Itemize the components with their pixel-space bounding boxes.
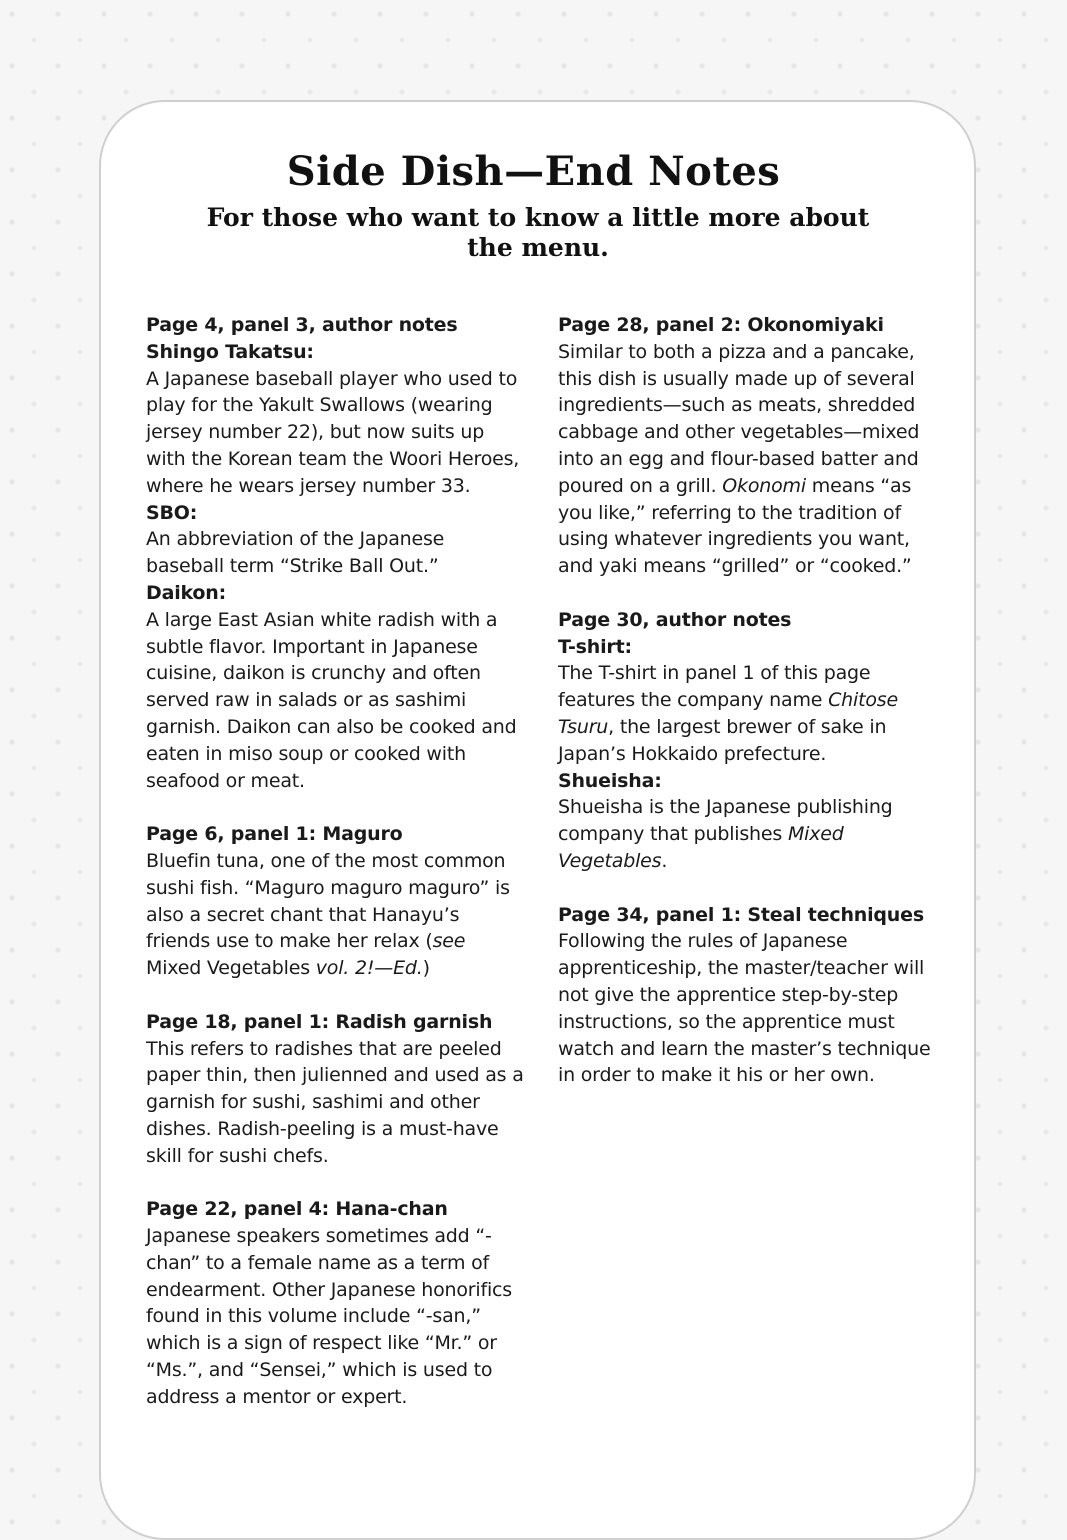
note-section <box>558 607 938 875</box>
section-heading: Page 30, author notes <box>558 608 792 631</box>
note-text <box>558 794 938 874</box>
note-text: Japanese speakers sometimes add “-chan” to a female name as a term of endearment. Other Japanese honorifics found in this volume include “-san,” which is a sign of respect like “Mr.” or “Ms.”, and “Sensei,” which is used to address a mentor or expert. <box>146 1225 513 1408</box>
note-text-part: Shueisha is the Japanese publishing company that publishes <box>558 796 893 846</box>
note-section <box>558 902 938 1090</box>
note-text: This refers to radishes that are peeled paper thin, then julienned and used as a garnish for sushi, sashimi and other dishes. Radish-peeling is a must-have skill for sushi chefs. <box>146 1037 524 1167</box>
italic-text: vol. 2!—Ed. <box>315 957 423 980</box>
note-text-part: Bluefin tuna, one of the most common sushi fish. “Maguro maguro maguro” is also a secret chant that Hanayu’s friends use to make her relax ( <box>146 849 510 953</box>
note-text-part: Mixed Vegetables <box>146 957 316 980</box>
italic-text: see <box>432 930 466 953</box>
right-column <box>558 312 938 1116</box>
italic-text: Mixed Vegetables <box>558 823 844 872</box>
section-heading: Page 22, panel 4: Hana-chan <box>146 1198 448 1221</box>
note-text-part: ) <box>422 957 430 980</box>
left-column <box>146 312 526 1437</box>
note-text <box>558 660 938 767</box>
note-text: A Japanese baseball player who used to play for the Yakult Swallows (wearing jersey number 22), but now suits up with the Korean team the Woori Heroes, where he wears jersey number 33. <box>146 367 520 497</box>
note-section <box>146 821 526 982</box>
italic-text: Okonomi <box>722 474 806 497</box>
term-heading: Daikon: <box>146 581 227 604</box>
note-text <box>146 848 526 982</box>
note-section <box>146 312 526 794</box>
note-text-part: Similar to both a pizza and a pancake, this dish is usually made up of several ingredients—such as meats, shredded cabbage and other vegetables—mixed into an egg and flour-based batter and poured on a grill. <box>558 340 920 497</box>
note-text-part: The T-shirt in panel 1 of this page features the company name <box>558 662 871 712</box>
term-heading: Shueisha: <box>558 769 662 792</box>
note-text-part: means “as you like,” referring to the tradition of using whatever ingredients you want, and yaki means “grilled” or “cooked.” <box>558 474 912 578</box>
page-title: Side Dish—End Notes <box>286 148 781 195</box>
section-heading: Page 6, panel 1: Maguro <box>146 823 403 846</box>
italic-text: Chitose Tsuru <box>558 689 898 738</box>
note-text: Following the rules of Japanese apprenticeship, the master/teacher will not give the apprentice step-by-step instructions, so the apprentice must watch and learn the master’s technique in order to make it his or her own. <box>558 930 931 1087</box>
note-section <box>146 1009 526 1170</box>
term-heading: SBO: <box>146 501 198 524</box>
note-section <box>146 1196 526 1410</box>
section-heading: Page 4, panel 3, author notes <box>146 314 458 336</box>
term-heading: T-shirt: <box>558 635 632 658</box>
section-heading: Page 34, panel 1: Steal techniques <box>558 903 924 926</box>
note-text: A large East Asian white radish with a subtle flavor. Important in Japanese cuisine, daikon is crunchy and often served raw in salads or as sashimi garnish. Daikon can also be cooked and eaten in miso soup or cooked with seafood or meat. <box>146 608 517 792</box>
section-heading: Page 18, panel 1: Radish garnish <box>146 1010 493 1033</box>
term-heading: Shingo Takatsu: <box>146 340 314 363</box>
note-text-part: , the largest brewer of sake in Japan’s Hokkaido prefecture. <box>558 715 887 765</box>
note-text <box>558 339 938 580</box>
note-section <box>558 312 938 580</box>
note-text: An abbreviation of the Japanese baseball term “Strike Ball Out.” <box>146 528 445 578</box>
note-text-part: . <box>661 849 668 872</box>
section-heading: Page 28, panel 2: Okonomiyaki <box>558 314 884 336</box>
page-subtitle: For those who want to know a little more about the menu. <box>206 203 870 262</box>
